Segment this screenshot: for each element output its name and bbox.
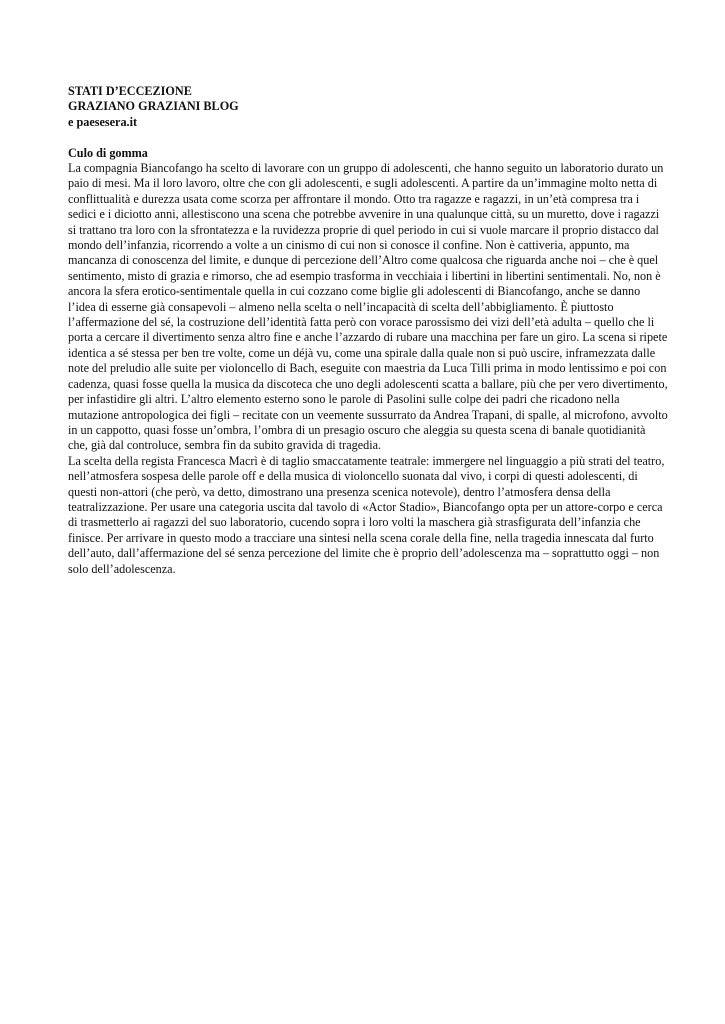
header-line-1: STATI D’ECCEZIONE — [68, 84, 192, 98]
article-paragraph-2: La scelta della regista Francesca Macrì è di taglio smaccatamente teatrale: immergere nel linguaggio a più strati del teatro, nell’atmosfera sospesa delle parole off e della musica di violoncello suonata dal vivo, i corpi di questi adolescenti, di questi non-attori (che però, va detto, dimostrano una presenza scenica notevole), dentro l’atmosfera densa della teatralizzazione. Per usare una categoria uscita dal tavolo di «Actor Stadio», Biancofango opta per un attore-corpo e cerca di trasmetterlo ai ragazzi del suo laboratorio, cucendo sopra i loro volti la maschera già strasfigurata dell’infanzia che finisce. Per arrivare in questo modo a tracciare una sintesi nella scena corale della fine, nella tragedia innescata dal furto dell’auto, dall’affermazione del sé senza percezione del limite che è proprio dell’adolescenza ma – soprattutto oggi – non solo dell’adolescenza. — [68, 453, 665, 576]
header-line-2: GRAZIANO GRAZIANI BLOG — [68, 99, 239, 114]
article-paragraph-1: La compagnia Biancofango ha scelto di lavorare con un gruppo di adolescenti, che hanno seguito un laboratorio durato un paio di mesi. Ma il loro lavoro, oltre che con gli adolescenti, e sugli adolescenti. A partire da un’immagine molto netta di conflittualità e durezza usata come scorza per affrontare il mondo. Otto tra ragazze e ragazzi, in un’età compresa tra i sedici e i diciotto anni, allestiscono una scena che potrebbe avvenire in una qualunque città, su un muretto, dove i ragazzi si trattano tra loro con la sfrontatezza e la ruvidezza proprie di quel periodo in cui si vuole marcare il proprio distacco dal mondo dell’infanzia, ricorrendo a volte a un cinismo di cui non si conosce il confine. Non è cattiveria, appunto, ma mancanza di conoscenza del limite, e dunque di percezione dell’Altro come qualcosa che riguarda anche noi – che è quel sentimento, misto di grazia e rimorso, che ad esempio trasforma in vecchiaia i libertini in libertini sentimentali. No, non è ancora la sfera erotico-sentimentale quella in cui cozzano come biglie gli adolescenti di Biancofango, anche se danno l’idea di esserne già consapevoli – almeno nella scelta o nell’incapacità di scelta dell’abbigliamento. È piuttosto l’affermazione del sé, la costruzione dell’identità fatta però con vorace parossismo dei vizi dell’età adulta – quello che li porta a cercare il divertimento senza altro fine e anche l’azzardo di rubare una macchina per fare un giro. La scena si ripete identica a sé stessa per ben tre volte, come un déjà vu, come una spirale dalla quale non si può uscire, inframezzata dalle note del preludio alle suite per violoncello di Bach, eseguite con maestria da Luca Tilli prima in modo lentissimo e poi con cadenza, quasi fosse quella la musica da discoteca che uno degli adolescenti scatta a ballare, più che per vero divertimento, per infastidire gli altri. L’altro elemento esterno sono le parole di Pasolini sulle colpe dei padri che ricadono nella mutazione antropologica dei figli – recitate con un veemente sussurrato da Andrea Trapani, di spalle, al microfono, avvolto in un cappotto, quasi fosse un’ombra, l’ombra di un presagio oscuro che aleggia su questa scena di banale quotidianità che, già dal controluce, sembra fin da subito gravida di tragedia. — [68, 161, 668, 453]
header-line-3: e paesesera.it — [68, 114, 138, 129]
document-page — [68, 84, 668, 577]
article-title: Culo di gomma — [68, 145, 148, 160]
